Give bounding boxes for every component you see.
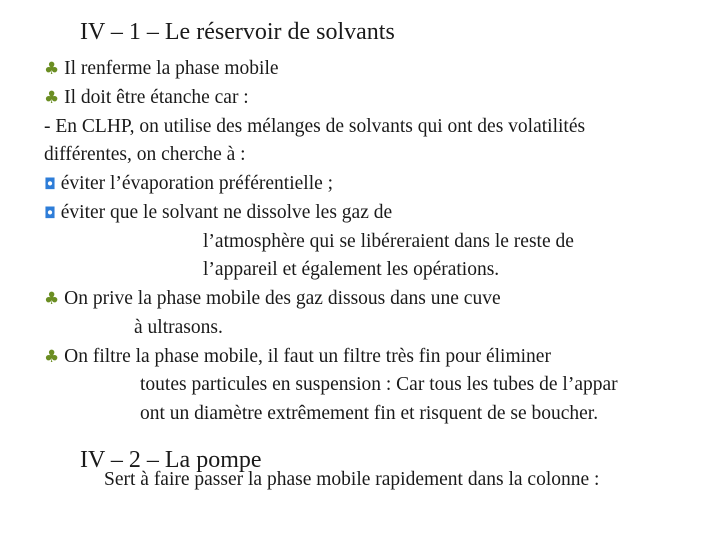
section-heading-reservoir: IV – 1 – Le réservoir de solvants [80, 19, 395, 45]
text-line-3: - En CLHP, on utilise des mélanges de solvants qui ont des volatilités [44, 116, 586, 137]
text-line-8: l’appareil et également les opérations. [203, 259, 500, 280]
bullet-line-text: éviter que le solvant ne dissolve les gaz de [60, 202, 393, 223]
bullet-line-text: éviter l’évaporation préférentielle ; [60, 173, 334, 194]
text-line-10: à ultrasons. [134, 317, 223, 338]
club-bullet-icon: ♣ [44, 347, 60, 367]
text-line-pompe: Sert à faire passer la phase mobile rapidement dans la colonne : [104, 469, 600, 490]
sub-bullet-line-6 [44, 200, 392, 226]
bullet-line-text: Il renferme la phase mobile [64, 58, 279, 79]
bullet-line-text: On filtre la phase mobile, il faut un filtre très fin pour éliminer [64, 346, 551, 367]
bullet-line-9 [44, 286, 501, 312]
text-line-13: ont un diamètre extrêmement fin et risquent de se boucher. [140, 403, 599, 424]
sub-bullet-line-5 [44, 171, 333, 197]
text-line-7: l’atmosphère qui se libéreraient dans le reste de [203, 231, 574, 252]
square-bullet-icon: ◘ [44, 204, 56, 222]
club-bullet-icon: ♣ [44, 88, 60, 108]
section-heading-pompe: IV – 2 – La pompe [80, 447, 262, 473]
club-bullet-icon: ♣ [44, 59, 60, 79]
bullet-line-1 [44, 56, 279, 82]
square-bullet-icon: ◘ [44, 175, 56, 193]
bullet-line-11 [44, 344, 551, 370]
club-bullet-icon: ♣ [44, 289, 60, 309]
bullet-line-2 [44, 85, 249, 111]
text-line-4: différentes, on cherche à : [44, 144, 246, 165]
bullet-line-text: Il doit être étanche car : [64, 87, 249, 108]
text-line-12: toutes particules en suspension : Car tous les tubes de l’appar [140, 374, 618, 395]
bullet-line-text: On prive la phase mobile des gaz dissous dans une cuve [64, 288, 501, 309]
